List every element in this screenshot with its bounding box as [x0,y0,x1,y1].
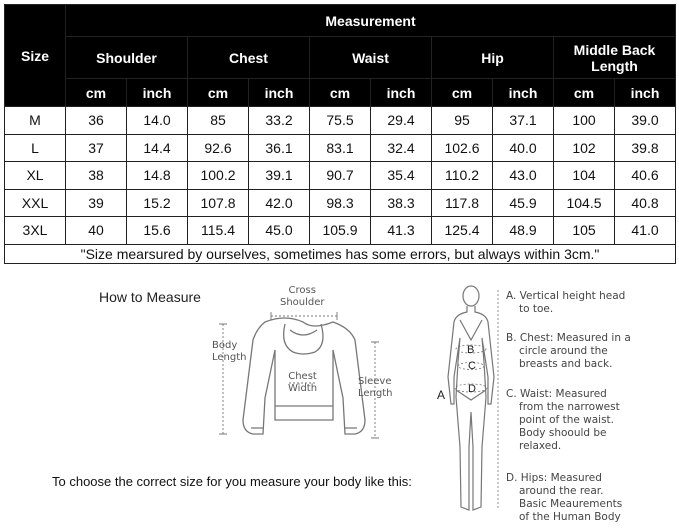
shoulder-header: Shoulder [66,37,188,79]
cross-shoulder-label [280,285,325,309]
legend-line: point of the waist. [519,414,615,426]
waist-header: Waist [310,37,432,79]
value-cell: 37.1 [493,107,554,135]
unit-header: cm [432,79,493,107]
size-cell: XXL [5,189,66,217]
chest-width-label [288,371,317,395]
size-note: "Size mearsured by ourselves, sometimes has some errors, but always within 3cm." [5,244,676,263]
value-cell: 32.4 [371,134,432,162]
size-cell: L [5,134,66,162]
unit-header: inch [249,79,310,107]
value-cell: 104 [554,162,615,190]
value-cell: 90.7 [310,162,371,190]
value-cell: 105 [554,217,615,245]
value-cell: 102.6 [432,134,493,162]
table-row [5,107,676,135]
mark-d: D [468,383,476,395]
legend-line: circle around the [519,345,608,357]
value-cell: 15.6 [127,217,188,245]
size-cell: M [5,107,66,135]
value-cell: 38 [66,162,127,190]
value-cell: 92.6 [188,134,249,162]
value-cell: 45.9 [493,189,554,217]
legend-line: Basic Meaurements [519,498,623,510]
unit-header: inch [371,79,432,107]
measure-instruction: To choose the correct size for you measure your body like this: [52,474,412,489]
value-cell: 110.2 [432,162,493,190]
unit-header: cm [188,79,249,107]
table-row [5,162,676,190]
value-cell: 39 [66,189,127,217]
cross-shoulder-line-2: Shoulder [280,297,325,308]
value-cell: 38.3 [371,189,432,217]
sleeve-length-line-1: Sleeve [358,376,392,387]
value-cell: 42.0 [249,189,310,217]
measurement-header: Measurement [66,5,676,37]
legend-line: A. Vertical height head [506,290,626,302]
value-cell: 75.5 [310,107,371,135]
body-length-label [212,340,247,364]
size-cell: XL [5,162,66,190]
middle-back-length-header: Middle Back Length [554,37,676,79]
unit-header: cm [554,79,615,107]
sleeve-length-line-2: Length [358,388,393,399]
value-cell: 41.3 [371,217,432,245]
chest-header: Chest [188,37,310,79]
value-cell: 40.8 [615,189,676,217]
size-cell: 3XL [5,217,66,245]
legend-line: of the Human Body [519,511,621,523]
legend-line: from the narrowest [519,401,620,413]
legend-line: breasts and back. [519,358,613,370]
cross-shoulder-line-1: Cross [288,285,316,296]
unit-header: inch [493,79,554,107]
value-cell: 48.9 [493,217,554,245]
value-cell: 14.0 [127,107,188,135]
unit-header: inch [127,79,188,107]
value-cell: 85 [188,107,249,135]
hip-header: Hip [432,37,554,79]
value-cell: 100.2 [188,162,249,190]
unit-header: cm [66,79,127,107]
legend-b [506,332,631,371]
value-cell: 39.0 [615,107,676,135]
value-cell: 39.1 [249,162,310,190]
value-cell: 105.9 [310,217,371,245]
chest-width-line-1: Chest [288,371,317,382]
value-cell: 14.8 [127,162,188,190]
legend-c [506,388,620,453]
size-column-header: Size [5,5,66,107]
legend-line: to toe. [519,303,554,315]
value-cell: 117.8 [432,189,493,217]
value-cell: 14.4 [127,134,188,162]
value-cell: 102 [554,134,615,162]
mark-a: A [437,388,446,402]
legend-d [506,472,622,524]
value-cell: 35.4 [371,162,432,190]
value-cell: 41.0 [615,217,676,245]
value-cell: 39.8 [615,134,676,162]
value-cell: 43.0 [493,162,554,190]
legend-line: around the rear. [519,485,604,497]
legend-line: Body shoould be [519,427,607,439]
value-cell: 98.3 [310,189,371,217]
value-cell: 45.0 [249,217,310,245]
value-cell: 95 [432,107,493,135]
legend-line: relaxed. [519,440,562,452]
value-cell: 36.1 [249,134,310,162]
legend-a [506,290,625,316]
table-row [5,189,676,217]
value-cell: 40.0 [493,134,554,162]
size-chart-table [4,4,676,264]
table-row [5,134,676,162]
body-figure-icon [440,282,502,522]
body-length-line-2: Length [212,352,247,363]
value-cell: 100 [554,107,615,135]
value-cell: 104.5 [554,189,615,217]
legend-line: C. Waist: Measured [506,388,607,400]
mark-c: C [468,360,476,372]
legend-line: D. Hips: Measured [506,472,602,484]
chest-width-line-2: Width [288,383,318,394]
value-cell: 40 [66,217,127,245]
value-cell: 37 [66,134,127,162]
value-cell: 125.4 [432,217,493,245]
body-length-line-1: Body [212,340,238,351]
value-cell: 83.1 [310,134,371,162]
sleeve-length-label [358,376,393,400]
table-row [5,217,676,245]
value-cell: 33.2 [249,107,310,135]
value-cell: 115.4 [188,217,249,245]
unit-header: inch [615,79,676,107]
legend-line: B. Chest: Measured in a [506,332,631,344]
how-to-measure-title: How to Measure [99,289,201,305]
mark-b: B [467,344,475,356]
value-cell: 15.2 [127,189,188,217]
value-cell: 107.8 [188,189,249,217]
value-cell: 29.4 [371,107,432,135]
value-cell: 40.6 [615,162,676,190]
unit-header: cm [310,79,371,107]
value-cell: 36 [66,107,127,135]
